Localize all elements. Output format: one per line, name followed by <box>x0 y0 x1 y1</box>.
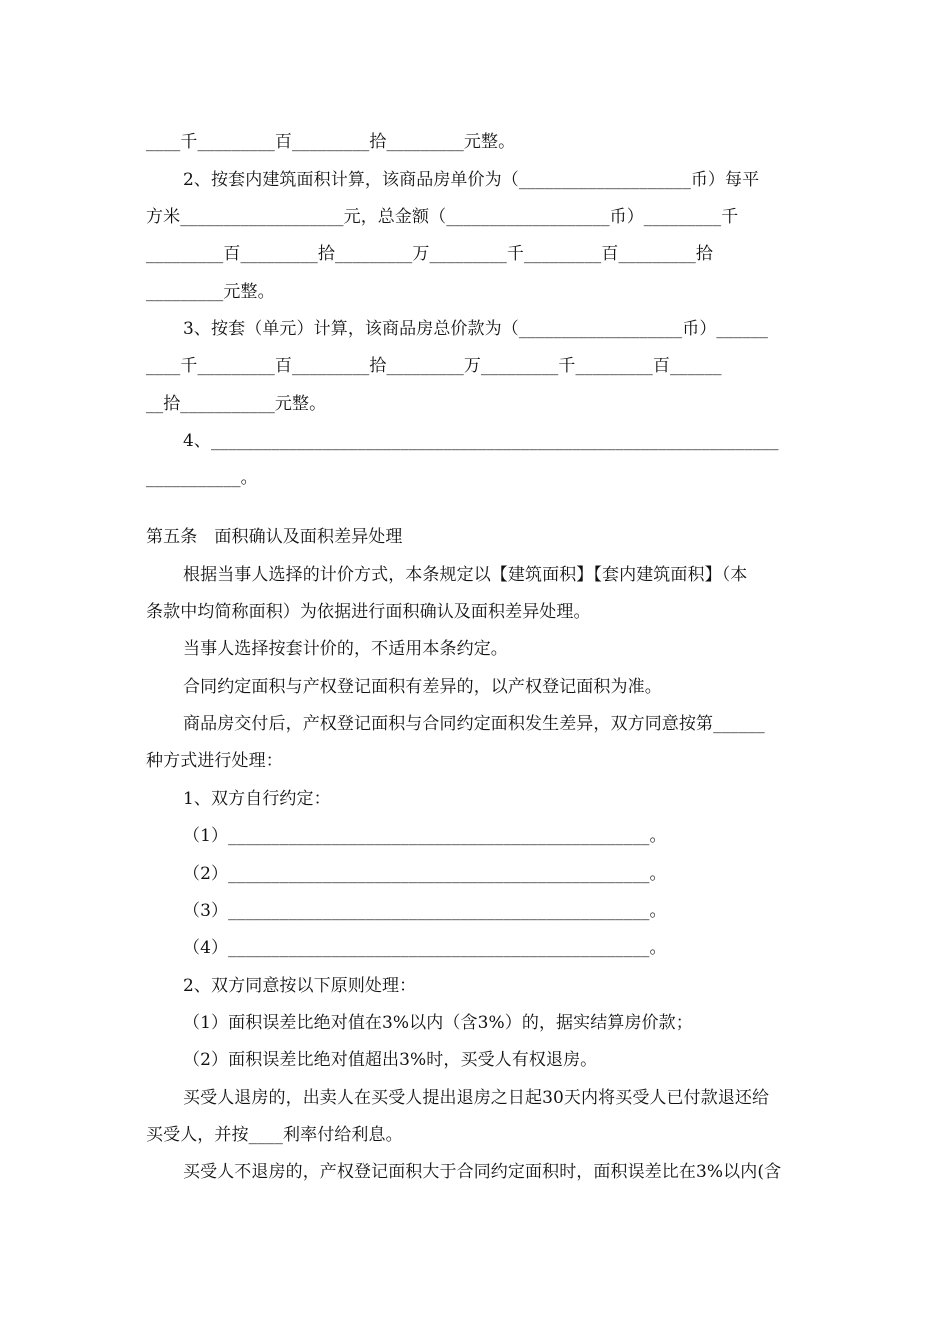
option-1-item-2: （2）_________________________________________________。 <box>183 864 667 884</box>
paragraph-basis-line-1: 根据当事人选择的计价方式，本条规定以【建筑面积】【套内建筑面积】（本 <box>183 565 748 585</box>
option-1-item-1: （1）_________________________________________________。 <box>183 826 667 846</box>
option-1-item-4: （4）_________________________________________________。 <box>183 938 667 958</box>
clause-4-line-1: 4、__________________________________________________________________ <box>183 431 779 451</box>
clause-3-line-2: ____千_________百_________拾_________万_________千_________百______ <box>146 356 722 376</box>
clause-2-line-3: _________百_________拾_________万_________千_________百_________拾 <box>146 244 713 264</box>
refund-paragraph-line-1: 买受人退房的，出卖人在买受人提出退房之日起30天内将买受人已付款退还给 <box>183 1088 770 1108</box>
paragraph-after-delivery-line-1: 商品房交付后，产权登记面积与合同约定面积发生差异，双方同意按第______ <box>183 714 765 734</box>
clause-2-line-1: 2、按套内建筑面积计算，该商品房单价为（____________________币）每平 <box>183 170 760 190</box>
clause-2-line-4: _________元整。 <box>146 282 275 302</box>
refund-paragraph-line-2: 买受人，并按____利率付给利息。 <box>146 1125 403 1145</box>
option-1-item-3: （3）_________________________________________________。 <box>183 901 667 921</box>
option-1-heading: 1、双方自行约定： <box>183 789 331 809</box>
no-refund-paragraph-line-1: 买受人不退房的，产权登记面积大于合同约定面积时，面积误差比在3%以内(含 <box>183 1162 782 1182</box>
clause-3-line-1: 3、按套（单元）计算，该商品房总价款为（___________________币）______ <box>183 319 769 339</box>
clause-4-line-2: ___________。 <box>146 468 258 488</box>
amount-line-1: ____千_________百_________拾_________元整。 <box>146 132 516 152</box>
clause-2-line-2: 方米___________________元，总金额（___________________币）_________千 <box>146 207 739 227</box>
clause-3-line-3: __拾___________元整。 <box>146 394 327 414</box>
option-2-heading: 2、双方同意按以下原则处理： <box>183 976 417 996</box>
paragraph-after-delivery-line-2: 种方式进行处理： <box>146 751 283 771</box>
option-2-item-2: （2）面积误差比绝对值超出3%时，买受人有权退房。 <box>183 1050 598 1070</box>
paragraph-basis-line-2: 条款中均简称面积）为依据进行面积确认及面积差异处理。 <box>146 602 591 622</box>
paragraph-registration: 合同约定面积与产权登记面积有差异的，以产权登记面积为准。 <box>183 677 662 697</box>
article-5-heading: 第五条 面积确认及面积差异处理 <box>146 527 403 547</box>
paragraph-per-unit: 当事人选择按套计价的，不适用本条约定。 <box>183 639 508 659</box>
option-2-item-1: （1）面积误差比绝对值在3%以内（含3%）的，据实结算房价款； <box>183 1013 693 1033</box>
